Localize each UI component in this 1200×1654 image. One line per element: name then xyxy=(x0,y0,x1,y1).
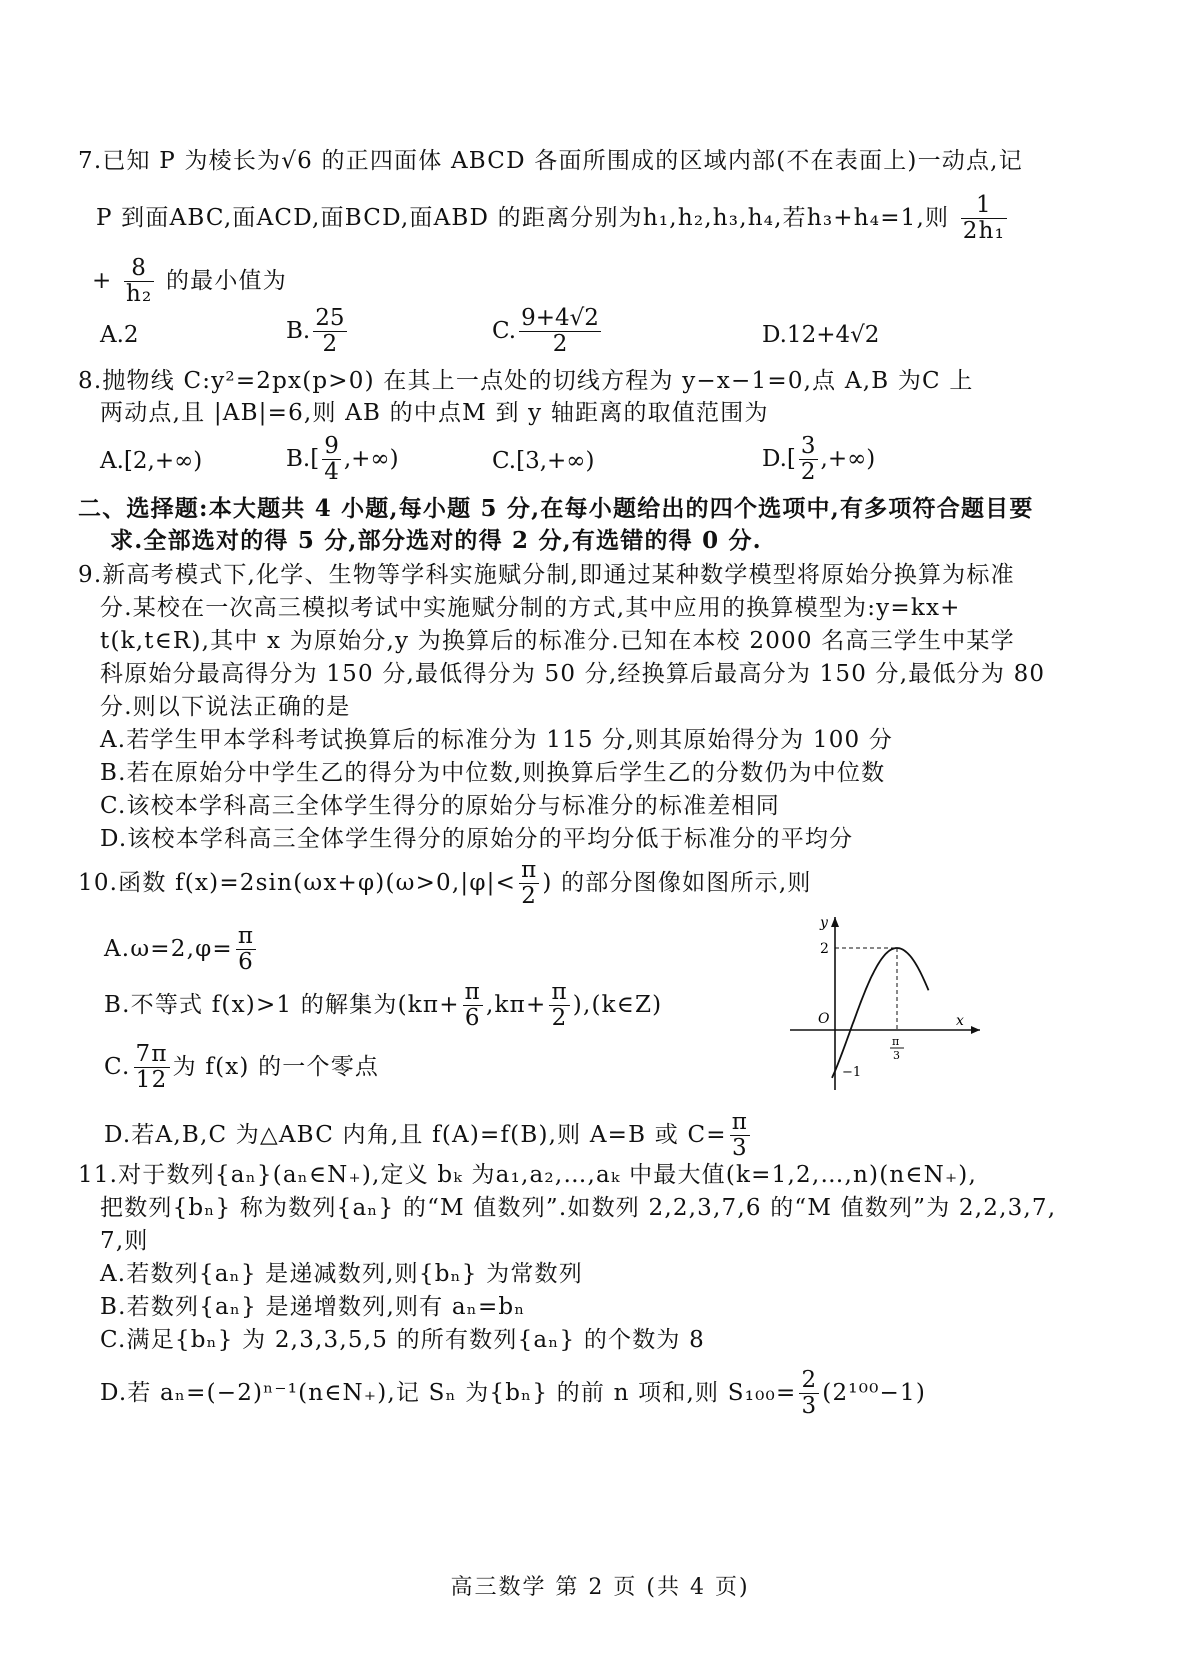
q7-line3: + $\frac{8}{\text{h₂}}$ 的最小值为 xyxy=(92,255,287,308)
q10-option-d: D.若A,B,C 为△ABC 内角,且 f(A)=f(B),则 A=B 或 C= $\frac{\pi}{3}$ xyxy=(104,1109,749,1162)
q7-option-d: D.12+4√2 xyxy=(762,322,880,348)
page-footer: 高三数学 第 2 页 (共 4 页) xyxy=(450,1575,750,1600)
q11-line: 11.对于数列{aₙ}(aₙ∈N₊),定义 bₖ 为a₁,a₂,…,aₖ 中最大值(k=1,2,…,n)(n∈N₊), xyxy=(78,1162,977,1188)
y-axis-label: y xyxy=(820,915,828,931)
tick-y-2: 2 xyxy=(820,941,829,957)
q11-option-b: B.若数列{aₙ} 是递增数列,则有 aₙ=bₙ xyxy=(100,1294,526,1320)
sine-curve xyxy=(832,948,929,1078)
q10-option-b: B.不等式 f(x)>1 的解集为(kπ+ $\frac{\pi}{6}$ ,kπ+ $\frac{\pi}{2}$ ),(k∈Z) xyxy=(104,979,663,1032)
q9-line: 分.则以下说法正确的是 xyxy=(100,694,351,720)
q7-line2 xyxy=(96,193,1010,245)
q8-option-b: B.[ $\frac{9}{4}$ ,+∞) xyxy=(286,433,399,486)
q11-option-a: A.若数列{aₙ} 是递减数列,则{bₙ} 为常数列 xyxy=(100,1261,583,1287)
q8-option-a: A.[2,+∞) xyxy=(100,448,203,474)
q9-option-d: D.该校本学科高三全体学生得分的原始分的平均分低于标准分的平均分 xyxy=(100,826,854,852)
q11-line: 把数列{bₙ} 称为数列{aₙ} 的“M 值数列”.如数列 2,2,3,7,6 的“M 值数列”为 2,2,3,7, xyxy=(100,1195,1057,1221)
q7-line2-text: P 到面ABC,面ACD,面BCD,面ABD 的距离分别为h₁,h₂,h₃,h₄,若h₃+h₄=1,则 xyxy=(96,204,950,231)
section-2-heading-line1: 二、选择题:本大题共 4 小题,每小题 5 分,在每小题给出的四个选项中,有多项符合题目要 xyxy=(78,495,1034,522)
q9-option-a: A.若学生甲本学科考试换算后的标准分为 115 分,则其原始得分为 100 分 xyxy=(100,727,894,753)
x-axis-label: x xyxy=(956,1013,964,1029)
origin-label: O xyxy=(818,1011,830,1027)
q8-option-d: D.[ $\frac{3}{2}$ ,+∞) xyxy=(762,433,876,486)
q9-line: 科原始分最高得分为 150 分,最低得分为 50 分,经换算后最高分为 150 分,最低分为 80 xyxy=(100,661,1046,687)
section-2-heading-line2: 求.全部选对的得 5 分,部分选对的得 2 分,有选错的得 0 分. xyxy=(110,527,762,554)
tick-y-minus-1: −1 xyxy=(842,1065,862,1080)
q10-option-a: A.ω=2,φ= $\frac{\pi}{6}$ xyxy=(104,923,255,976)
q9-line: t(k,t∈R),其中 x 为原始分,y 为换算后的标准分.已知在本校 2000 名高三学生中某学 xyxy=(100,628,1015,654)
tick-x-3: 3 xyxy=(893,1049,900,1062)
q9-line: 9.新高考模式下,化学、生物等学科实施赋分制,即通过某种数学模型将原始分换算为标准 xyxy=(78,562,1015,588)
q8-line1: 8.抛物线 C:y²=2px(p>0) 在其上一点处的切线方程为 y−x−1=0,点 A,B 为C 上 xyxy=(78,368,974,394)
q10-option-c: C. $\frac{7\pi}{12}$ 为 f(x) 的一个零点 xyxy=(104,1041,380,1094)
y-axis-arrow xyxy=(831,917,839,927)
q11-option-d: D.若 aₙ=(−2)ⁿ⁻¹(n∈N₊),记 Sₙ 为{bₙ} 的前 n 项和,则 S₁₀₀= $\frac{2}{3}$ (2¹⁰⁰−1) xyxy=(100,1367,927,1420)
q7-option-b: B. $\frac{25}{2}$ xyxy=(286,305,345,358)
q9-option-c: C.该校本学科高三全体学生得分的原始分与标准分的标准差相同 xyxy=(100,793,780,819)
q9-option-b: B.若在原始分中学生乙的得分为中位数,则换算后学生乙的分数仍为中位数 xyxy=(100,760,886,786)
q7-fraction-2: $\frac{8}{\text{h₂}}$ xyxy=(126,255,153,308)
q11-option-c: C.满足{bₙ} 为 2,3,3,5,5 的所有数列{aₙ} 的个数为 8 xyxy=(100,1327,705,1353)
q7-option-c: C. $\frac{9+4√2}{2}$ xyxy=(492,305,599,358)
q10-stem: 10.函数 f(x)=2sin(ωx+φ)(ω>0,|φ|< $\frac{\pi}{2}$ ) 的部分图像如图所示,则 xyxy=(78,857,812,910)
tick-x-pi: π xyxy=(892,1035,900,1048)
q7-line1: 7.已知 P 为棱长为√6 的正四面体 ABCD 各面所围成的区域内部(不在表面上)一动点,记 xyxy=(78,148,1023,174)
q7-fraction-1: $\frac{1}{\text{2h₁}}$ xyxy=(962,192,1006,245)
q7-option-a: A.2 xyxy=(100,322,139,348)
q11-line: 7,则 xyxy=(100,1228,149,1254)
q10-sine-graph xyxy=(780,905,990,1095)
q9-line: 分.某校在一次高三模拟考试中实施赋分制的方式,其中应用的换算模型为:y=kx+ xyxy=(100,595,961,621)
x-axis-arrow xyxy=(971,1026,980,1034)
q8-option-c: C.[3,+∞) xyxy=(492,448,595,474)
q8-line2: 两动点,且 |AB|=6,则 AB 的中点M 到 y 轴距离的取值范围为 xyxy=(100,400,769,426)
